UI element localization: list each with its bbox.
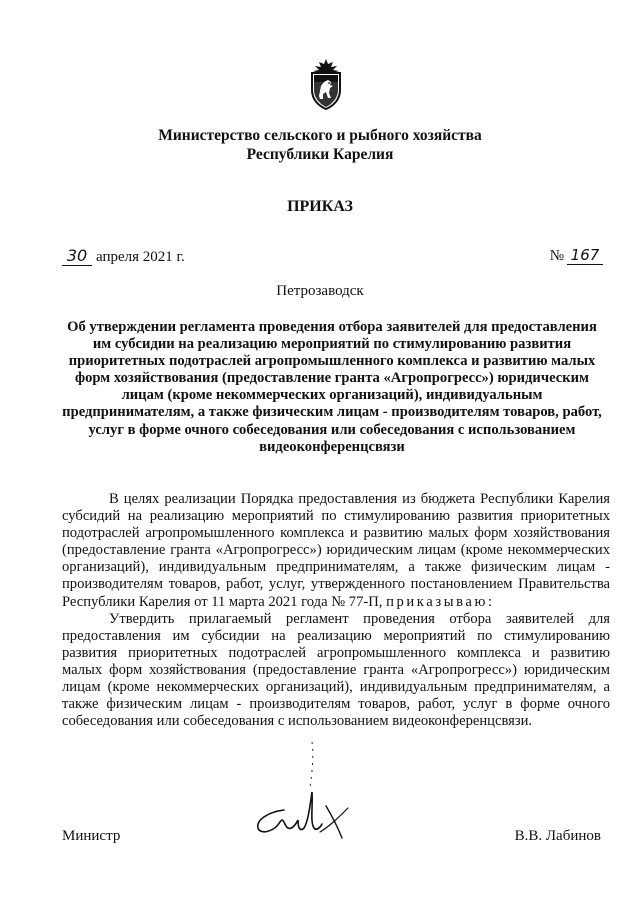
handwritten-signature-icon [250,736,360,846]
order-word: приказываю: [386,593,495,610]
document-title: Об утверждении регламента проведения отбора заявителей для предоставления им субсидии на реализацию мероприятий по стимулированию развития приоритетных подотраслей агропромышленного комплекса и развитию малых форм хозяйствования (предоставление гранта «Агропрогресс») юридическим лицам (кроме некоммерческих организаций), индивидуальным предпринимателям, а также физическим лицам - производителям товаров, работ, услуг в форме очного собеседования или собеседования с использованием видеоконференцсвязи [62,319,602,455]
handwritten-number: 167 [567,246,603,265]
ministry-line-1: Министерство сельского и рыбного хозяйства [158,127,482,144]
handwritten-day: 30 [62,246,92,266]
document-number [550,246,603,265]
number-prefix: № [549,248,564,264]
signatory-name: В.В. Лабинов [514,828,601,844]
date-rest: апреля 2021 г. [96,249,185,265]
ministry-name [0,126,640,164]
body-paragraph-1 [62,491,610,611]
paragraph-1-text: В целях реализации Порядка предоставления из бюджета Республики Карелия субсидий на реализацию мероприятий по стимулированию развития приоритетных подотраслей агропромышленного комплекса и развитию малых форм хозяйствования (предоставление гранта «Агропрогресс») юридическим лицам (кроме некоммерческих организаций), индивидуальным предпринимателям, а также физическим лицам - производителям товаров, работ, услуг, утвержденного постановлением Правительства Республики Карелия от 11 марта 2021 года № 77-П, [62,491,610,610]
document-date [62,246,185,266]
document-body [62,491,610,730]
document-type: ПРИКАЗ [287,198,353,215]
body-paragraph-2: Утвердить прилагаемый регламент проведения отбора заявителей для предоставления им субсидии на реализацию мероприятий по стимулированию развития приоритетных подотраслей агропромышленного комплекса и развитию малых форм хозяйствования (предоставление гранта «Агропрогресс») юридическим лицам (кроме некоммерческих организаций), индивидуальным предпринимателям, а также физическим лицам - производителям товаров, работ, услуг в форме очного собеседования или собеседования с использованием видеоконференцсвязи. [62,610,610,730]
city: Петрозаводск [276,283,364,299]
signatory-position: Министр [62,828,121,844]
coat-of-arms-karelia-icon [306,58,346,110]
ministry-line-2: Республики Карелия [246,146,394,163]
